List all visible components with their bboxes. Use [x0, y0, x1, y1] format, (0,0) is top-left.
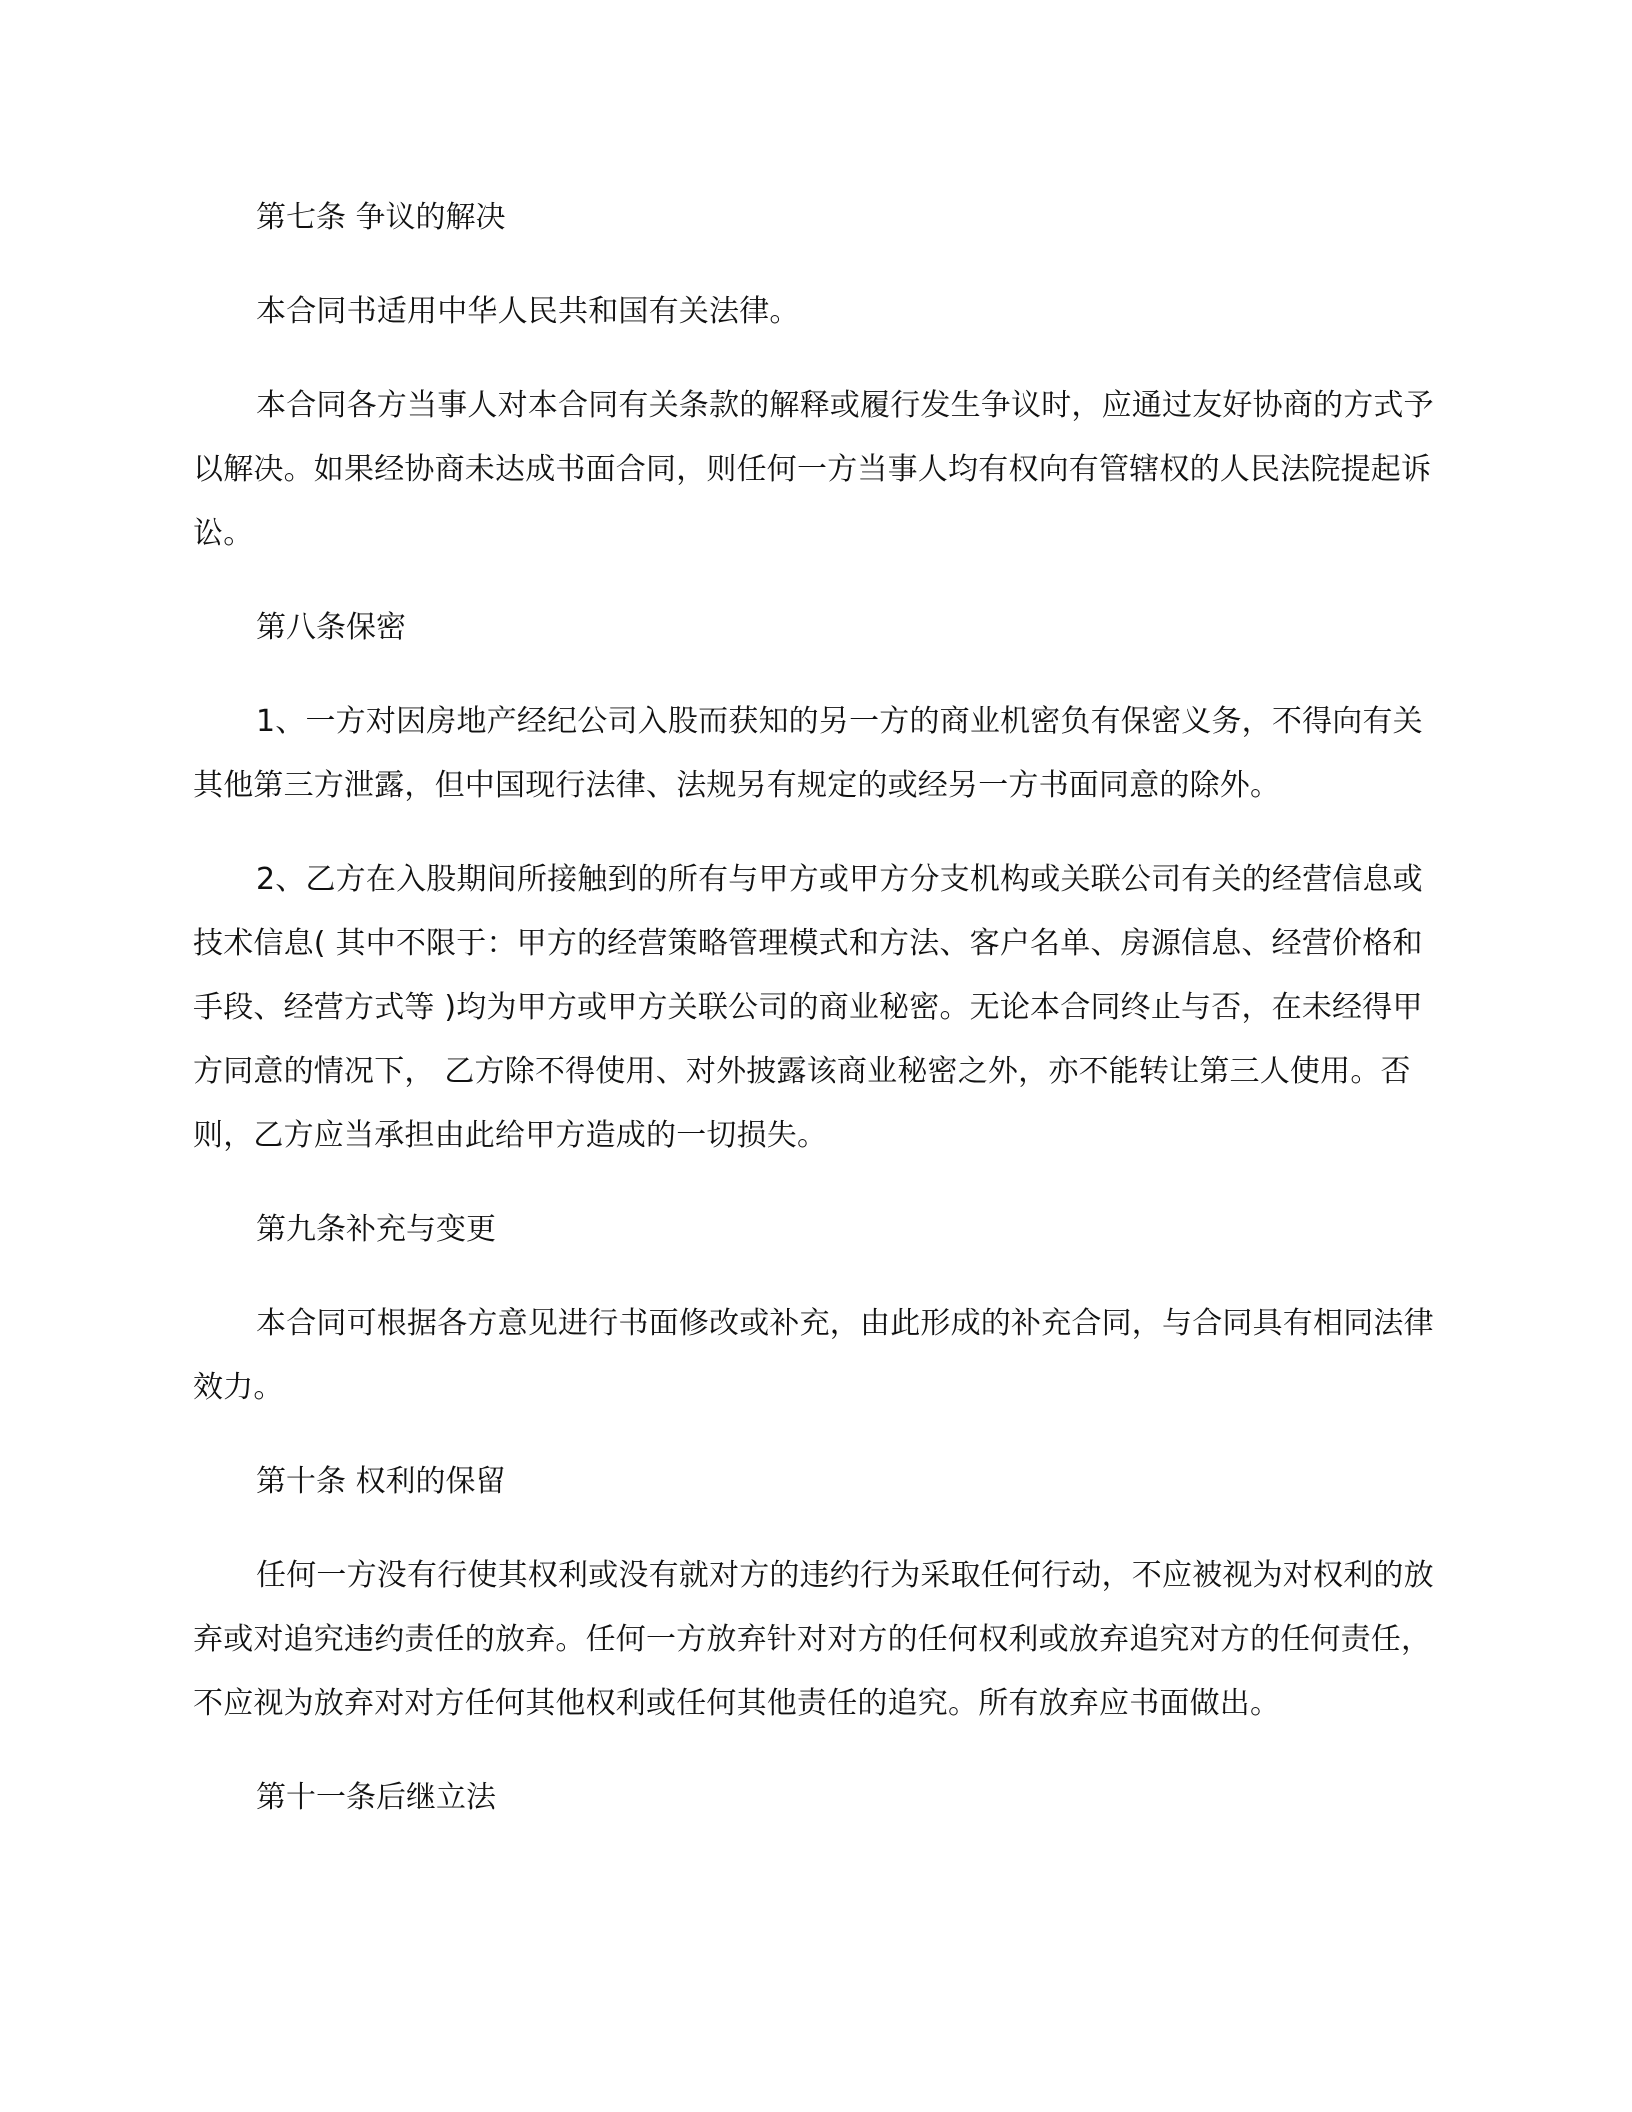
article-7-heading: 第七条 争议的解决 — [256, 200, 506, 235]
article-7-para-2: 本合同各方当事人对本合同有关条款的解释或履行发生争议时，应通过友好协商的方式予以解决。如果经协商未达成书面合同，则任何一方当事人均有权向有管辖权的人民法院提起诉讼。 — [193, 388, 1434, 551]
article-11-heading: 第十一条后继立法 — [256, 1780, 496, 1815]
article-10-para-1: 任何一方没有行使其权利或没有就对方的违约行为采取任何行动，不应被视为对权利的放弃或对追究违约责任的放弃。任何一方放弃针对对方的任何权利或放弃追究对方的任何责任，不应视为放弃对对方任何其他权利或任何其他责任的追究。所有放弃应书面做出。 — [193, 1558, 1434, 1721]
document-body — [193, 186, 1443, 1860]
article-9-heading: 第九条补充与变更 — [256, 1212, 496, 1247]
article-7-para-1: 本合同书适用中华人民共和国有关法律。 — [256, 294, 800, 329]
article-8-para-2: 2、乙方在入股期间所接触到的所有与甲方或甲方分支机构或关联公司有关的经营信息或技术信息( 其中不限于：甲方的经营策略管理模式和方法、客户名单、房源信息、经营价格和手段、经营方式等 )均为甲方或甲方关联公司的商业秘密。无论本合同终止与否，在未经得甲方同意的情况下， 乙方除不得使用、对外披露该商业秘密之外，亦不能转让第三人使用。否则，乙方应当承担由此给甲方造成的一切损失。 — [193, 862, 1423, 1153]
article-10-heading: 第十条 权利的保留 — [256, 1464, 506, 1499]
article-8-para-1: 1、一方对因房地产经纪公司入股而获知的另一方的商业机密负有保密义务，不得向有关其他第三方泄露，但中国现行法律、法规另有规定的或经另一方书面同意的除外。 — [193, 704, 1423, 803]
article-8-heading: 第八条保密 — [256, 610, 406, 645]
article-9-para-1: 本合同可根据各方意见进行书面修改或补充，由此形成的补充合同，与合同具有相同法律效力。 — [193, 1306, 1434, 1405]
